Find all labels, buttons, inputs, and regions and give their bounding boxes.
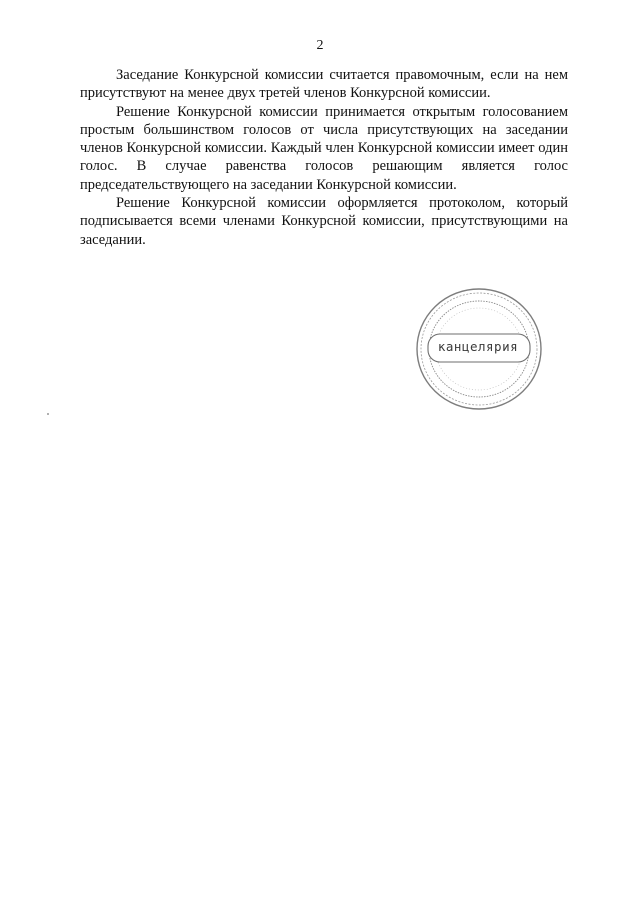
document-body (80, 66, 568, 249)
scan-speck (47, 413, 49, 415)
paragraph-protocol: Решение Конкурсной комиссии оформляется протоколом, который подписывается всеми членами Конкурсной комиссии, присутствующими на заседании. (80, 195, 568, 248)
stamp-label: канцелярия (437, 339, 519, 354)
paragraph-voting: Решение Конкурсной комиссии принимается открытым голосованием простым большинством голосов от числа присутствующих на заседании членов Конкурсной комиссии. Каждый член Конкурсной комиссии имеет один голос. В случае равенства голосов решающим является голос председательствующего на заседании Конкурсной комиссии. (80, 103, 568, 193)
paragraph-quorum: Заседание Конкурсной комиссии считается правомочным, если на нем присутствуют на менее двух третей членов Конкурсной комиссии. (80, 67, 568, 102)
office-stamp (414, 286, 544, 412)
page-number: 2 (316, 38, 324, 53)
